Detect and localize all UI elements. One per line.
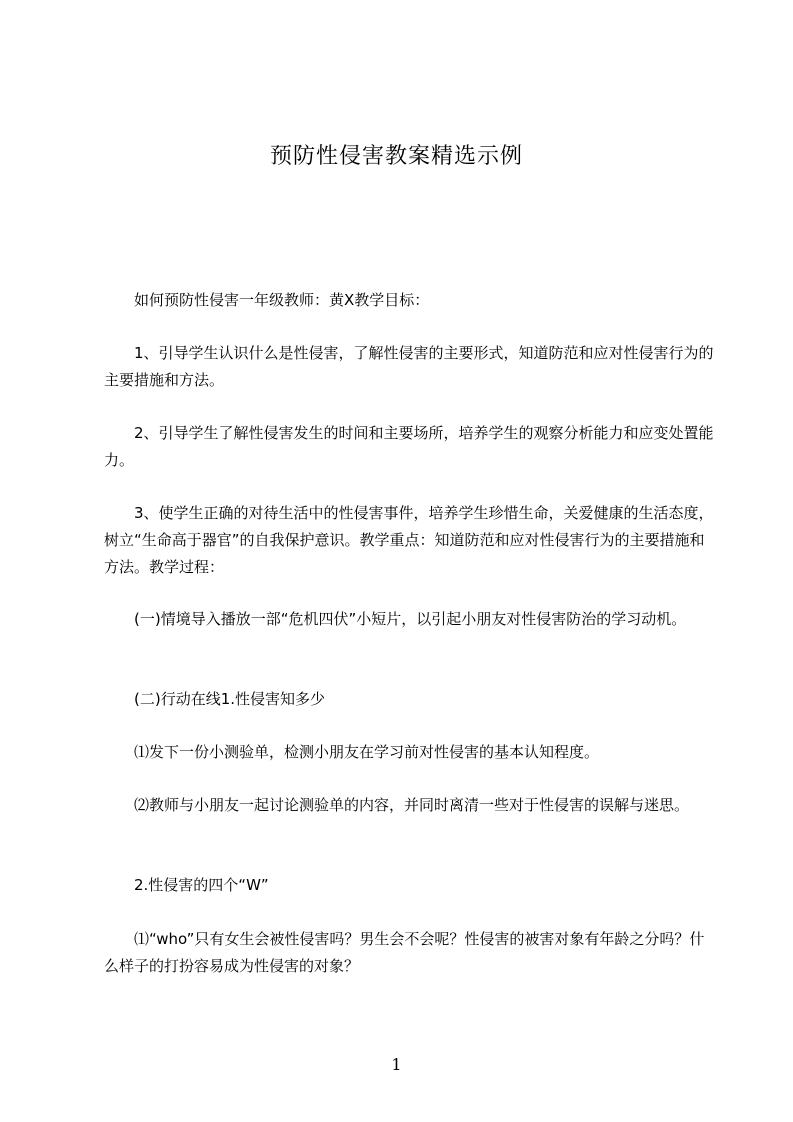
paragraph-who: ⑴“who”只有女生会被性侵害吗？男生会不会呢？性侵害的被害对象有年龄之分吗？什么样子的打扮容易成为性侵害的对象？ bbox=[104, 930, 705, 975]
paragraph-four-w: 2.性侵害的四个“W” bbox=[104, 876, 269, 894]
paragraph-item-2: ⑵教师与小朋友一起讨论测验单的内容，并同时离清一些对于性侵害的误解与迷思。 bbox=[104, 796, 690, 814]
paragraph-section-2: (二)行动在线1.性侵害知多少 bbox=[104, 690, 326, 708]
paragraph-item-1: ⑴发下一份小测验单，检测小朋友在学习前对性侵害的基本认知程度。 bbox=[104, 743, 600, 761]
paragraph-intro: 如何预防性侵害一年级教师：黄X教学目标： bbox=[104, 291, 430, 309]
document-title: 预防性侵害教案精选示例 bbox=[269, 144, 523, 169]
page-number: 1 bbox=[391, 1055, 402, 1074]
paragraph-objective-2: 2、引导学生了解性侵害发生的时间和主要场所，培养学生的观察分析能力和应变处置能力。 bbox=[104, 424, 714, 469]
paragraph-objective-1: 1、引导学生认识什么是性侵害，了解性侵害的主要形式，知道防范和应对性侵害行为的主要措施和方法。 bbox=[104, 344, 714, 389]
paragraph-objective-3: 3、使学生正确的对待生活中的性侵害事件，培养学生珍惜生命，关爱健康的生活态度，树立“生命高于器官”的自我保护意识。教学重点：知道防范和应对性侵害行为的主要措施和方法。教学过程： bbox=[104, 504, 714, 576]
paragraph-section-1: (一)情境导入播放一部“危机四伏”小短片，以引起小朋友对性侵害防治的学习动机。 bbox=[104, 610, 687, 628]
